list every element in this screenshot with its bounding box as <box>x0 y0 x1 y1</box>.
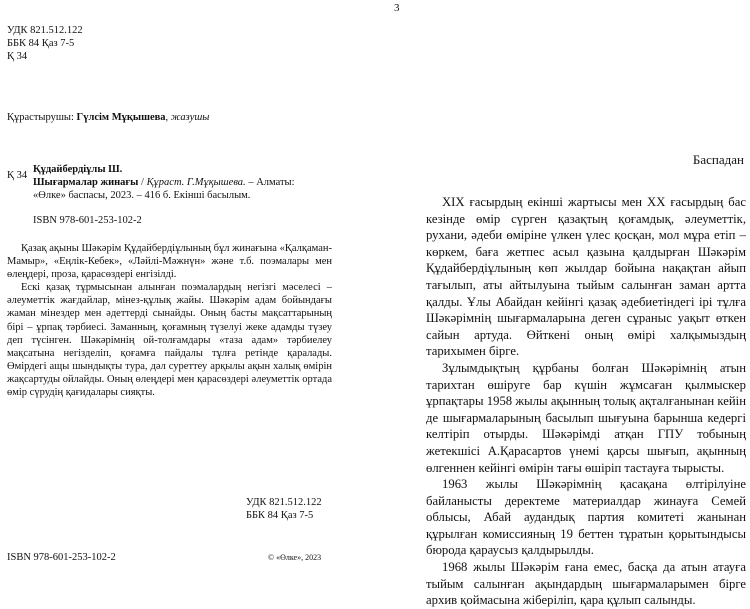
record-responsibility: Құраст. Г.Мұқышева. <box>146 177 246 188</box>
bbk-code-bottom: ББК 84 Қаз 7-5 <box>246 510 314 521</box>
page-heading: Баспадан <box>692 152 744 167</box>
right-page <box>375 0 750 608</box>
body-paragraph: XIX ғасырдың екінші жартысы мен XX ғасырдың бас кезінде өмір сүрген қазақтың қоғамдық, әлеуметтік, рухани, әдеби өміріне үлкен үлес қосқан, мол мұра етіп – көркем, баға жетпес асыл қазына қалдырған Шәкәрім Құдайбердіұлының көп жылдар бойына нақақтан айып тағылып, аты айтылуына тыйым салынған заман артта қалды. Ұлы Абайдан кейінгі қазақ әдебиетіндегі ірі тұлға Шәкәрімнің шығармаларына деген сұраныс уақыт өткен сайын артуда. Өйткені оның өмірі халқымыздың тарихымен бірге. <box>426 195 746 359</box>
page-number: 3 <box>394 2 400 14</box>
footer-copyright: © «Өлке», 2023 <box>268 553 322 562</box>
udk-code: УДК 821.512.122 <box>7 25 83 36</box>
annotation-paragraph: Ескі қазақ тұрмысынан алынған поэмалардың негізгі мәселесі – әлеуметтік жағдайлар, мінез-құлық жайы. Шәкәрім адам бойындағы жаман мінездер мен әдеттерді сынайды. Оның басты мақсаттарының бірі – ұрпақ тәрбиесі. Заманның, қоғамның түзелуі жеке адамды түзеу деп түсінген. Шәкәрімнің ой-толғамдары «таза адам» тәрбиелеу мақсатына негізделіп, қоғамға пайдалы тұлға ретінде қаралады. Өмірдегі ащы шындықты тура, дәл суреттеу арқылы ақын халық өмірін жақсартуды ойлайды. Оның өлеңдері мен қарасөздері әлеуметтік ортада өмір сүрудің қағидалары сияқты. <box>7 282 332 399</box>
compiler-separator: , <box>165 112 171 123</box>
annotation <box>7 242 332 399</box>
compiler-label: Құрастырушы: <box>7 112 74 123</box>
foreword-body <box>426 194 746 609</box>
record-title-line <box>33 176 333 189</box>
udk-code-bottom: УДК 821.512.122 <box>246 497 322 508</box>
record-publication-place: – Алматы: <box>245 177 295 188</box>
footer-isbn: ISBN 978-601-253-102-2 <box>7 552 116 563</box>
catalog-codes-top <box>7 24 83 63</box>
author-mark: Қ 34 <box>7 51 28 62</box>
body-paragraph: Зұлымдықтың құрбаны болған Шәкәрімнің атын тарихтан өшіруге бар күшін жұмсаған қылмыскер ұрпақтары 1958 жылы ақынның толық ақталғанынан кейін де шығармаларының басылып шығуына барынша кедергі келтіріп отырды. Шәкәрімді атқан ГПУ тобының жетекшісі А.Қарасартов үнемі қарсы шығып, ақынның өлгеннен кейінгі өмірін тағы өшіріп тастауға тырысты. <box>426 360 746 475</box>
bibliographic-record <box>33 163 333 227</box>
annotation-paragraph: Қазақ ақыны Шәкәрім Құдайбердіұлының бұл жинағына «Қалқаман-Мамыр», «Еңлік-Кебек», «Ләйлі-Мәжнүн» және т.б. поэмалары мен өлеңдері, проза, қарасөздері енгізілді. <box>7 243 332 281</box>
compiler-role: жазушы <box>170 112 210 123</box>
body-paragraph: 1963 жылы Шәкәрімнің қасақана өлтірілуіне байланысты деректеме материалдар жинауға Семей облысы, Абай аудандық партия комитеті жанынан құрылған комиссияның 19 беттен тұратын қорытындысы бюрода қараусыз қалдырылды. <box>426 477 746 558</box>
record-separator: / <box>138 177 147 188</box>
compiler-name: Гүлсім Мұқышева <box>76 112 166 123</box>
record-isbn: ISBN 978-601-253-102-2 <box>33 215 142 226</box>
record-title: Шығармалар жинағы <box>33 177 139 188</box>
record-author: Құдайбердіұлы Ш. <box>33 164 123 175</box>
compiler-line <box>7 111 209 124</box>
catalog-codes-bottom <box>246 496 322 522</box>
bbk-code: ББК 84 Қаз 7-5 <box>7 38 75 49</box>
record-publication: «Өлке» баспасы, 2023. – 416 б. Екінші басылым. <box>33 190 251 201</box>
record-cutter: Қ 34 <box>7 170 28 181</box>
left-page <box>0 0 370 568</box>
body-paragraph: 1968 жылы Шәкәрім ғана емес, басқа да атын атауға тыйым салынған ақындардың шығармаларымен бірге архив қоймасына жіберіліп, қара құлып салынды. <box>426 560 746 608</box>
